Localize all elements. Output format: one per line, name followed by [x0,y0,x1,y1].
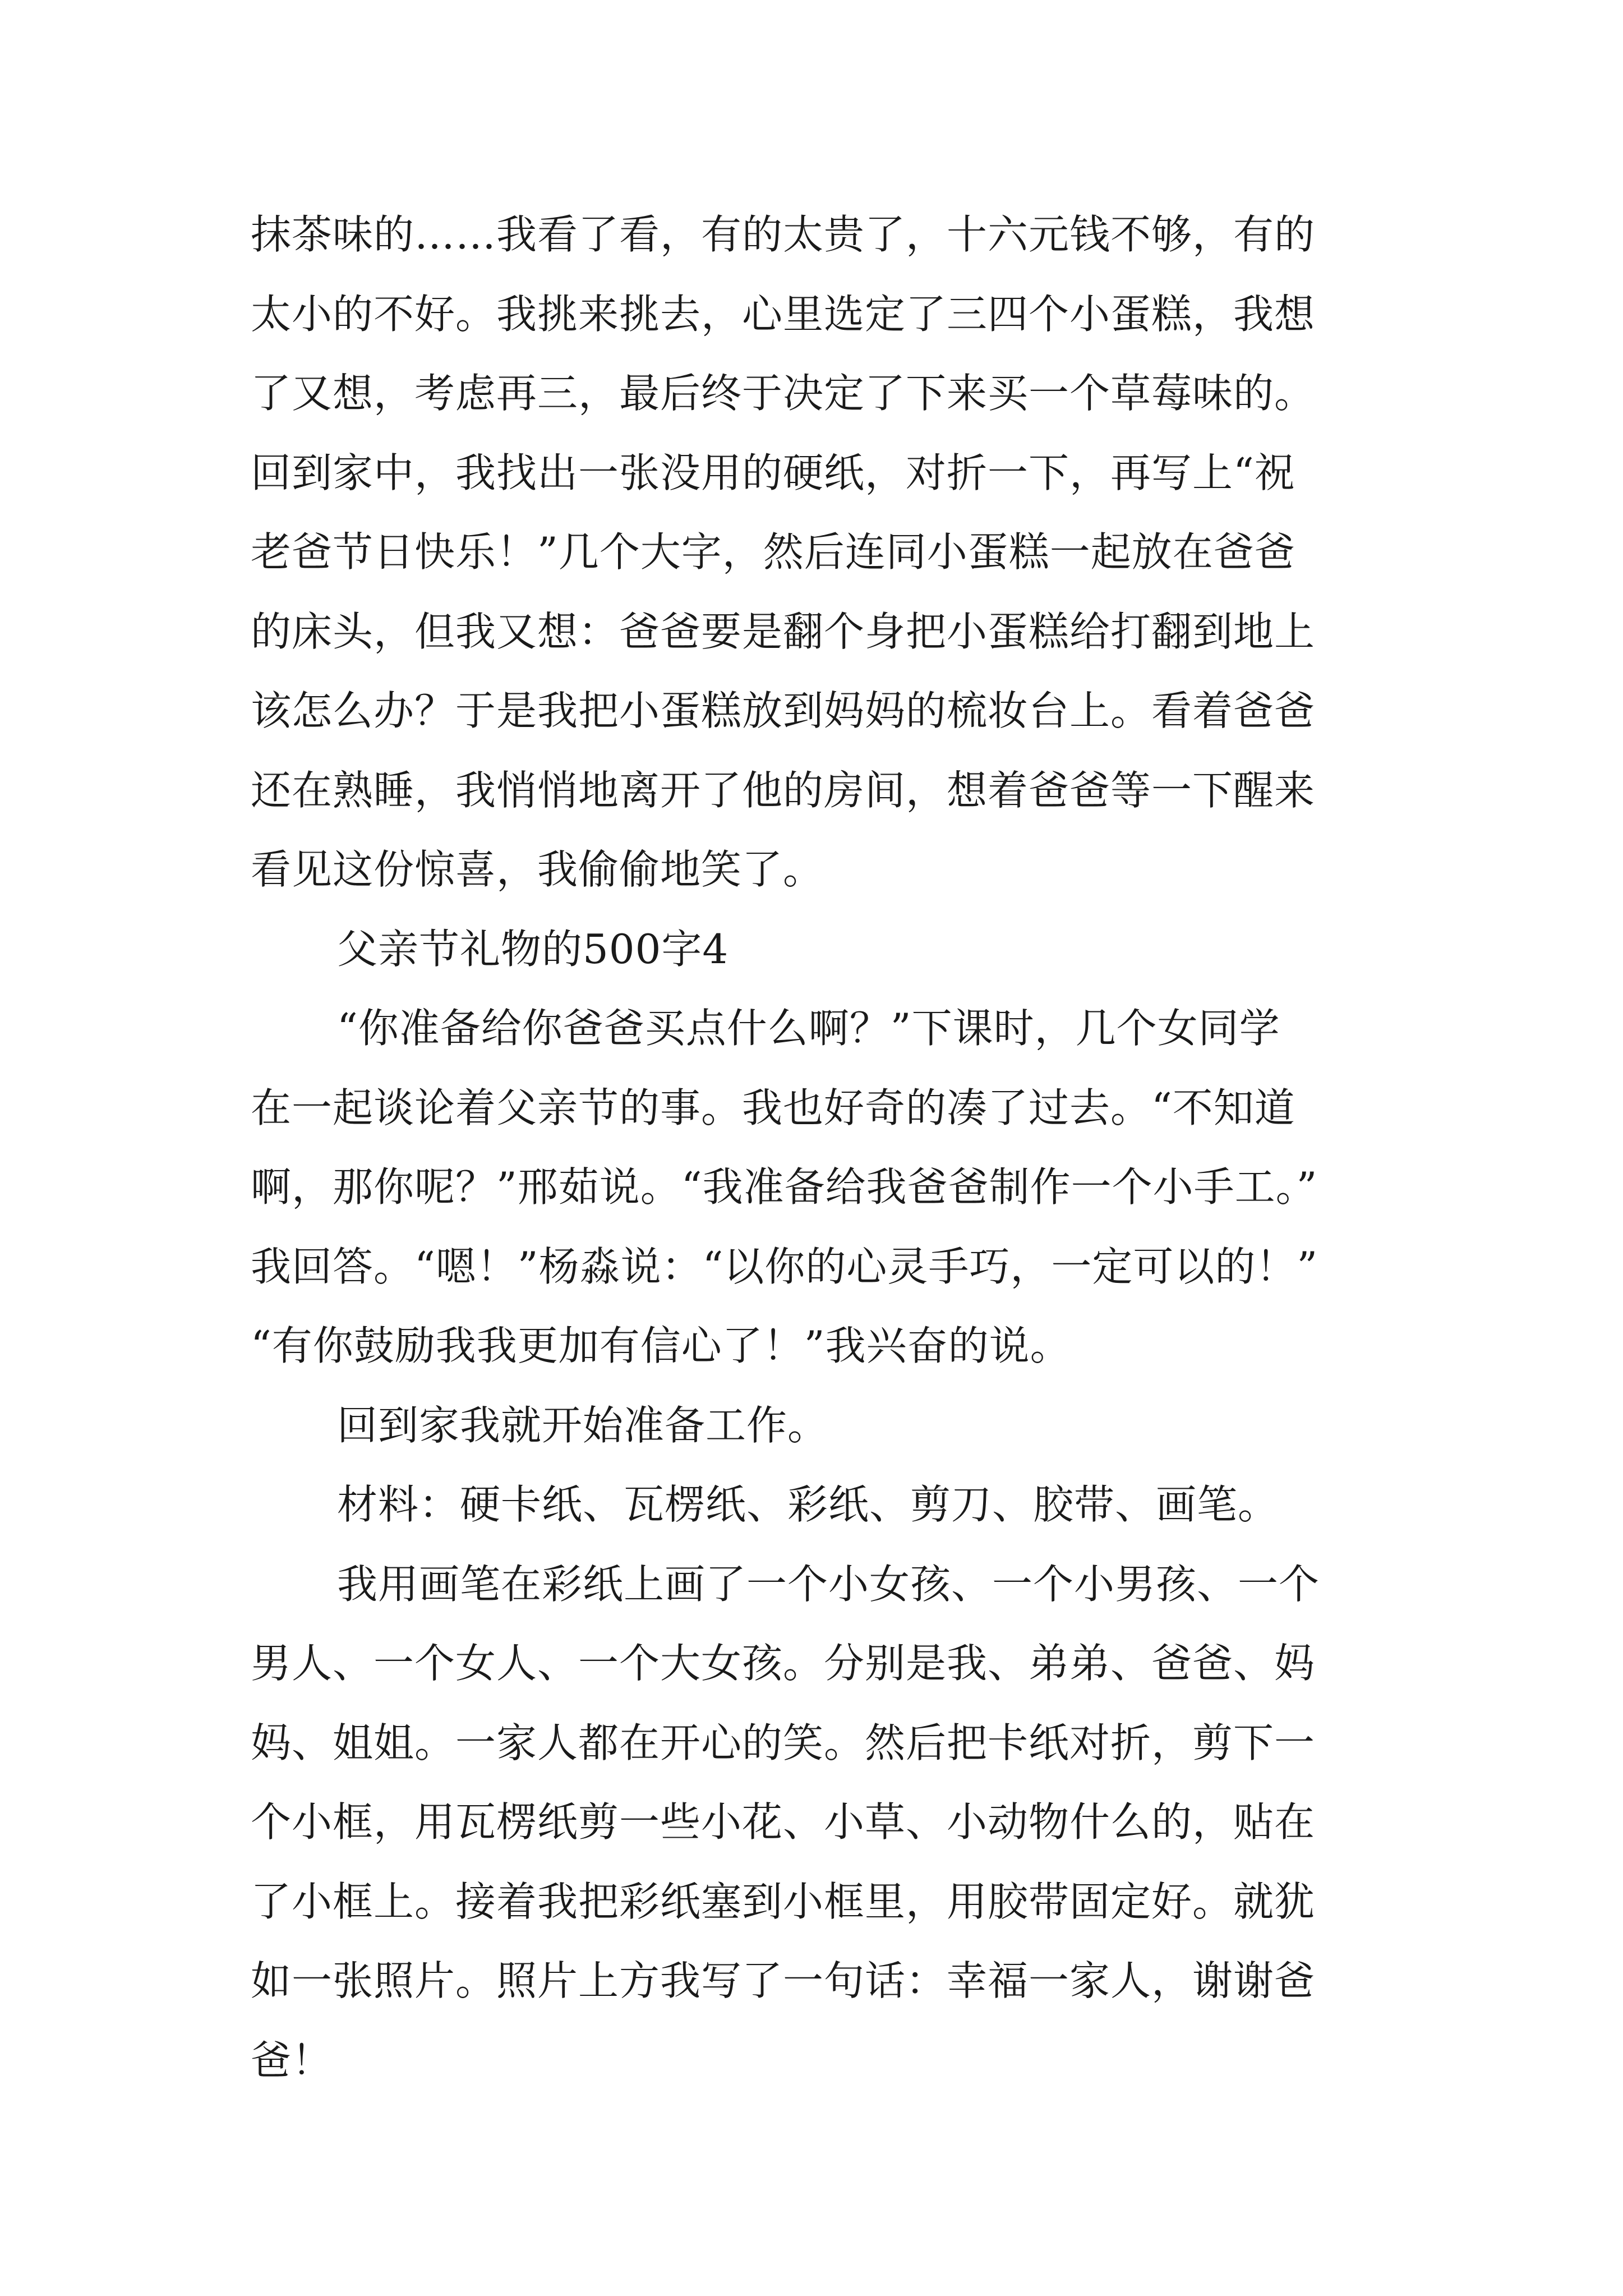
text-line: 还在熟睡，我悄悄地离开了他的房间，想着爸爸等一下醒来 [251,766,1316,814]
text-line: 了小框上。接着我把彩纸塞到小框里，用胶带固定好。就犹 [251,1878,1316,1925]
paragraph: 材料：硬卡纸、瓦楞纸、彩纸、剪刀、胶带、画笔。 [337,1481,1279,1528]
text-line: 的床头，但我又想：爸爸要是翻个身把小蛋糕给打翻到地上 [251,608,1316,655]
text-line: 抹茶味的……我看了看，有的太贵了，十六元钱不够，有的 [251,211,1316,258]
text-line: 我回答。“嗯！”杨淼说：“以你的心灵手巧，一定可以的！” [251,1243,1318,1290]
paragraph [251,989,1378,1386]
text-line: 在一起谈论着父亲节的事。我也好奇的凑了过去。“不知道 [251,1084,1295,1131]
text-line: 了又想，考虑再三，最后终于决定了下来买一个草莓味的。 [251,370,1316,417]
text-line: 男人、一个女人、一个大女孩。分别是我、弟弟、爸爸、妈 [251,1640,1316,1687]
text-line: “有你鼓励我我更加有信心了！”我兴奋的说。 [251,1322,1071,1369]
text-line: 我用画笔在彩纸上画了一个小女孩、一个小男孩、一个 [337,1560,1320,1608]
text-line: 看见这份惊喜，我偷偷地笑了。 [251,846,824,893]
text-line: 如一张照片。照片上方我写了一句话：幸福一家人，谢谢爸 [251,1957,1316,2004]
text-line: 回到家中，我找出一张没用的硬纸，对折一下，再写上“祝 [251,449,1295,496]
paragraph [251,1545,1378,2101]
text-line: “你准备给你爸爸买点什么啊？”下课时，几个女同学 [337,1005,1280,1052]
text-line: 老爸节日快乐！”几个大字，然后连同小蛋糕一起放在爸爸 [251,528,1295,576]
text-line: 太小的不好。我挑来挑去，心里选定了三四个小蛋糕，我想 [251,290,1316,338]
paragraph [251,195,1378,910]
text-line: 啊，那你呢？”邢茹说。“我准备给我爸爸制作一个小手工。” [251,1163,1318,1211]
text-line: 该怎么办？于是我把小蛋糕放到妈妈的梳妆台上。看着爸爸 [251,687,1316,734]
text-line: 妈、姐姐。一家人都在开心的笑。然后把卡纸对折，剪下一 [251,1719,1316,1766]
section-heading: 父亲节礼物的500字4 [337,925,729,973]
paragraph: 回到家我就开始准备工作。 [337,1401,829,1449]
document-body [251,195,1378,2100]
text-line: 爸！ [251,2036,333,2084]
text-line: 个小框，用瓦楞纸剪一些小花、小草、小动物什么的，贴在 [251,1798,1316,1846]
